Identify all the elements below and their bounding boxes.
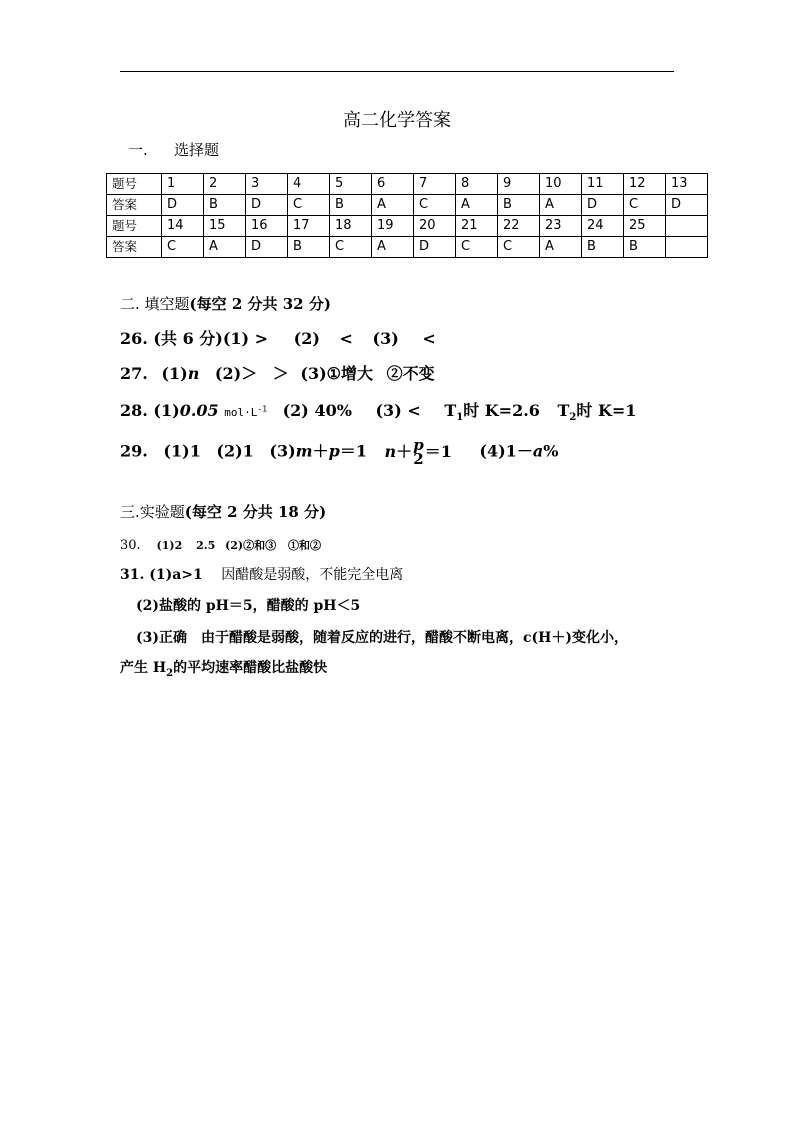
table-cell: A [456,195,498,216]
table-cell: B [330,195,372,216]
q28-part-2: (2) 40% [282,401,352,420]
table-cell: C [498,237,540,258]
q28-part-1-label: (1) [153,401,180,420]
table-cell: A [540,195,582,216]
question-30 [120,537,321,553]
section-3-suffix: (每空 2 分共 18 分) [184,503,327,521]
table-cell: A [372,237,414,258]
table-cell: C [414,195,456,216]
table-cell: 11 [582,174,624,195]
table-cell: 21 [456,216,498,237]
table-cell: A [540,237,582,258]
table-cell: C [624,195,666,216]
q31-part-1: 31. (1)a>1 [120,567,203,583]
q26-part-2-answer: < [339,329,353,348]
table-cell: 19 [372,216,414,237]
question-31-line-2: (2)盐酸的 pH＝5，醋酸的 pH＜5 [136,598,361,614]
section-1-label: 选择题 [174,141,220,159]
table-cell [666,216,708,237]
q27-part-3a: (3)①增大 [300,364,373,383]
page-title: 高二化学答案 [343,110,451,131]
question-31-line-4: 产生 $H_2$的平均速率醋酸比盐酸快 [120,660,328,679]
question-31-line-1 [120,564,403,584]
table-cell: 6 [372,174,414,195]
table-cell: C [162,237,204,258]
q30-part-2a: (2)②和③ [225,539,277,552]
table-cell: C [456,237,498,258]
q29-part-3b: n＋ p 2 ＝1 [384,436,452,468]
q27-part-2b: ＞ [272,364,289,383]
table-row [107,216,708,237]
question-26 [120,326,436,349]
section-3-heading [120,501,326,522]
table-cell: 1 [162,174,204,195]
question-28 [120,398,636,423]
q29-part-4: (4)1－a% [479,441,559,461]
table-cell: D [414,237,456,258]
table-cell: 13 [666,174,708,195]
section-1-heading [128,139,219,160]
table-cell: 25 [624,216,666,237]
q28-part-1-answer: 0.05 [179,401,219,420]
q26-number: 26. [120,329,148,348]
q27-part-3b: ②不变 [386,364,435,383]
table-cell: B [624,237,666,258]
table-cell: 10 [540,174,582,195]
header-rule [120,71,674,72]
table-cell: 12 [624,174,666,195]
table-cell: D [246,237,288,258]
table-cell: 20 [414,216,456,237]
q28-number: 28. [120,401,148,420]
q29-part-2: (2)1 [216,441,254,461]
table-cell: 23 [540,216,582,237]
q27-part-1-label: (1) [161,364,188,383]
table-cell: A [372,195,414,216]
row-label: 题号 [107,216,162,237]
q28-t2: $T_2$时 K=1 [557,401,637,424]
q29-fraction: p 2 [413,436,424,468]
section-1-number: 一. [128,141,148,159]
table-row [107,195,708,216]
section-2-prefix: 二. 填空题 [120,295,190,313]
table-cell: 24 [582,216,624,237]
q26-part-3-answer: < [422,329,436,348]
q26-part-3-label: (3) [372,329,399,348]
question-31-line-3: (3)正确 由于醋酸是弱酸，随着反应的进行，醋酸不断电离，c(H＋)变化小， [136,630,628,646]
table-cell: 15 [204,216,246,237]
q30-part-1b: 2.5 [196,539,216,552]
table-cell: B [498,195,540,216]
q26-part-1: (共 6 分)(1) > [153,329,269,348]
q29-number: 29. [120,441,148,461]
table-cell: C [330,237,372,258]
table-cell: D [162,195,204,216]
table-cell: D [666,195,708,216]
table-cell: 3 [246,174,288,195]
row-label: 答案 [107,195,162,216]
table-cell: C [288,195,330,216]
q27-part-1-answer: n [187,364,200,383]
answer-table [106,173,708,258]
section-3-prefix: 三.实验题 [120,503,185,521]
q28-unit: $mol\cdot L^{-1}$ [224,404,268,419]
row-label: 题号 [107,174,162,195]
table-cell: 5 [330,174,372,195]
table-cell: 18 [330,216,372,237]
table-cell: D [582,195,624,216]
question-27 [120,361,435,384]
q26-part-2-label: (2) [293,329,320,348]
q30-part-2b: ①和② [288,539,321,552]
table-cell: 14 [162,216,204,237]
table-cell: 17 [288,216,330,237]
table-row [107,174,708,195]
q29-part-3a: (3)m＋p＝1 [269,441,367,461]
table-cell: 8 [456,174,498,195]
q30-number: 30. [120,538,141,553]
section-2-heading [120,293,331,314]
table-cell [666,237,708,258]
row-label: 答案 [107,237,162,258]
q27-part-2: (2)＞ [214,364,258,383]
table-cell: 22 [498,216,540,237]
table-cell: B [582,237,624,258]
q30-part-1a: (1)2 [156,539,183,552]
table-cell: 4 [288,174,330,195]
table-cell: B [204,195,246,216]
q29-part-1: (1)1 [163,441,201,461]
table-cell: 2 [204,174,246,195]
q28-part-3: (3) < [375,401,421,420]
q28-t1: $T_1$时 K=2.6 [444,401,540,424]
question-29 [120,438,558,466]
table-row [107,237,708,258]
table-cell: 7 [414,174,456,195]
table-cell: 16 [246,216,288,237]
table-cell: A [204,237,246,258]
table-cell: B [288,237,330,258]
table-cell: D [246,195,288,216]
section-2-suffix: (每空 2 分共 32 分) [189,295,331,313]
q31-part-1-reason: 因醋酸是弱酸，不能完全电离 [221,567,404,583]
table-cell: 9 [498,174,540,195]
q27-number: 27. [120,364,148,383]
